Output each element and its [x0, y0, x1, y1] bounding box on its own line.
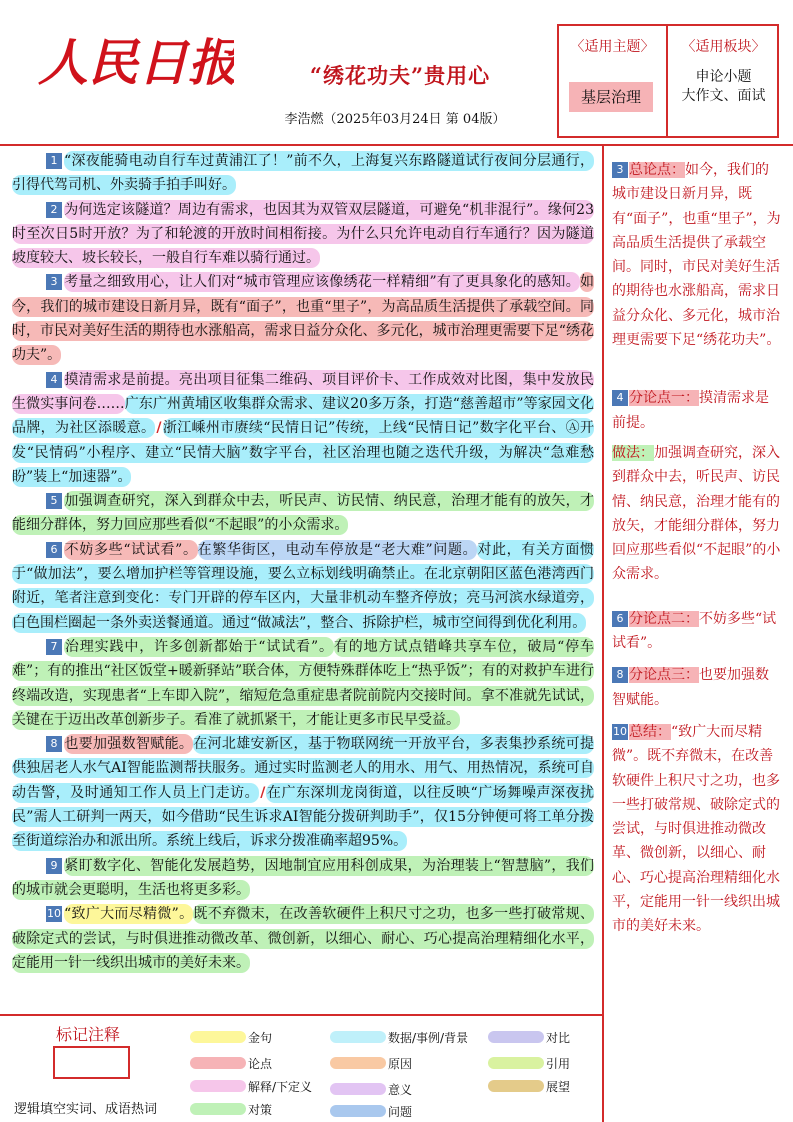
paragraph-number: 7 [46, 639, 62, 655]
highlight-measure: 加强调查研究，深入到群众中去，听民声、访民情、纳民意，治理才能有的放矢，才能细分群体，努力回应那些看似“不起眼”的小众需求。 [12, 493, 594, 534]
paragraph-number: 9 [46, 858, 62, 874]
legend-item [330, 1054, 412, 1074]
newspaper-logo [34, 18, 234, 98]
column-rule [602, 144, 604, 1122]
highlight-thesis: 如今，我们的城市建设日新月异，既有“面子”，也重“里子”，为高品质生活提供了承载空间。同时，市民对美好生活的期待也水涨船高，需求日益分众化、多元化，城市治理更需要下足“绣花功夫”。 [12, 274, 594, 364]
note-label: 分论点三： [629, 667, 699, 684]
paragraph-1 [12, 149, 594, 198]
topic-badge: 基层治理 [569, 82, 653, 112]
paragraph-number: 10 [47, 907, 61, 921]
legend-swatch [190, 1080, 246, 1092]
paragraph-8 [12, 732, 594, 853]
note-thesis [612, 158, 782, 352]
plate-line-2: 大作文、面试 [681, 88, 766, 104]
highlight-case: 在河北雄安新区，基于物联网统一开放平台，多表集抄系统可提供独居老人水气AI智能监测帮扶服务。通过实时监测老人的用水、用气、用热情况，系统可自动告警，及时通知工作人员上门走访。 [12, 736, 595, 801]
legend-item [330, 1080, 412, 1100]
legend-item [330, 1028, 468, 1048]
top-rule [0, 144, 793, 146]
highlight-explanation: 考量之细致用心，让人们对“城市管理应该像绣花一样精细”有了更具象化的感知。 [64, 274, 580, 291]
paragraph-number: 3 [46, 274, 62, 290]
note-text: 摸清需求是前提。 [612, 390, 769, 431]
highlight-measure: 有的地方试点错峰共享车位，破局“停车难”；有的推出“社区饭堂+暖新驿站”联合体，方便特殊群体吃上“热乎饭”；有的对救护车进行终端改造，实现患者“上车即入院”，缩短危急重症患者院前院内交接时间。拿不准就先试试，关键在于迈出改革创新步子。看准了就抓紧干，才能让更多市民早受益。 [12, 638, 594, 728]
legend-label: 论点 [248, 1057, 273, 1071]
paragraph-4 [12, 368, 594, 489]
note-summary [612, 720, 782, 939]
logo-calligraphy [34, 18, 234, 98]
legend-item [190, 1077, 312, 1097]
legend-swatch [330, 1083, 386, 1095]
highlight-quote: “致广大而尽精微”。 [64, 906, 194, 923]
legend-rule [0, 1014, 603, 1016]
legend-swatch [488, 1057, 544, 1069]
legend-item [190, 1028, 272, 1048]
paragraph-number: 1 [46, 153, 62, 169]
highlight-problem: 在繁华街区，电动车停放是“老大难”问题。 [197, 541, 478, 558]
legend-footer: 逻辑填空实词、成语热词 [14, 1102, 158, 1117]
highlight-measure: 治理实践中，许多创新都始于“试试看”。 [64, 638, 334, 655]
legend-swatch [190, 1103, 246, 1115]
paragraph-3 [12, 270, 594, 367]
note-number: 10 [613, 724, 627, 738]
note-text: 加强调查研究，深入到群众中去，听民声、访民情、纳民意，治理才能有的放矢，才能细分群体，努力回应那些看似“不起眼”的小众需求。 [612, 444, 781, 583]
highlight-case: 对此，有关方面惯于“做加法”，要么增加护栏等管理设施，要么立标划线明确禁止。在北京朝阳区蓝色港湾西门附近，笔者注意到变化：专门开辟的停车区内，大量非机动车整齐停放；亮马河滨水绿道旁，白色围栏圈起一条外卖送餐通道。通过“做减法”，整合、拆除护栏，城市空间得到优化利用。 [12, 541, 594, 631]
legend-swatch [330, 1105, 386, 1117]
note-argument-1 [612, 386, 782, 435]
paragraph-number: 5 [46, 493, 62, 509]
highlight-explanation: 为何选定该隧道？周边有需求，也因其为双管双层隧道，可避免“机非混行”。缘何23时至次日5时开放？为了和轮渡的开放时间相衔接。为什么只允许电动自行车通行？因为隧道坡度较大、坡长较长，一般自行车难以骑行通过。 [12, 201, 594, 267]
paragraph-number: 2 [46, 202, 62, 218]
note-number: 3 [612, 162, 628, 178]
separator-mark: / [156, 420, 162, 437]
legend-label: 问题 [388, 1105, 413, 1119]
note-text: 如今，我们的城市建设日新月异，既有“面子”，也重“里子”，为高品质生活提供了承载空间。同时，市民对美好生活的期待也水涨船高，需求日益分众化、多元化，城市治理更需要下足“绣花功夫”。 [612, 162, 781, 349]
highlight-argument: 不妨多些“试试看”。 [64, 541, 198, 558]
legend-item [488, 1028, 570, 1048]
legend-label: 对策 [248, 1103, 273, 1117]
note-label: 做法： [612, 444, 654, 461]
paragraph-7 [12, 635, 594, 732]
legend-label: 展望 [546, 1080, 571, 1094]
article-title: “绣花功夫”贵用心 [309, 63, 491, 88]
plate-line-1: 申论小题 [695, 69, 752, 85]
legend-label: 意义 [388, 1083, 413, 1097]
legend-item [488, 1054, 570, 1074]
note-argument-2 [612, 607, 782, 656]
legend-sample-box [53, 1046, 130, 1079]
legend-label: 数据/事例/背景 [388, 1031, 469, 1045]
note-argument-3 [612, 663, 782, 712]
legend-title: 标记注释 [56, 1025, 121, 1044]
article-byline: 李浩燃（2025年03月24日 第 04版） [284, 112, 506, 127]
side-notes [612, 158, 782, 959]
highlight-case: 在广东深圳龙岗街道，以往反映“广场舞噪声深夜扰民”需人工研判一两天，如今借助“民生诉求AI智能分拨研判助手”，仅15分钟便可将工单分拨至街道综治办和派出所。系统上线后，诉求分拨准确率超95%。 [12, 784, 595, 850]
note-number: 4 [612, 390, 628, 406]
paragraph-number: 8 [46, 736, 62, 752]
legend-item [190, 1054, 272, 1074]
legend-label: 引用 [546, 1057, 571, 1071]
legend-swatch [330, 1031, 386, 1043]
note-text: 也要加强数智赋能。 [612, 667, 769, 708]
legend-swatch [488, 1080, 544, 1092]
highlight-case: 广东广州黄埔区收集群众需求、建议20多万条，打造“慈善超市”等家园文化品牌，为社区添暖意。 [12, 395, 595, 437]
note-method [612, 441, 782, 587]
note-label: 分论点一： [629, 390, 699, 407]
plate-header: 〈适用板块〉 [681, 39, 766, 55]
legend-item [330, 1102, 412, 1122]
article-body [12, 149, 594, 975]
legend-label: 金句 [248, 1031, 273, 1045]
highlight-argument: 也要加强数智赋能。 [64, 736, 194, 753]
paragraph-9 [12, 854, 594, 903]
legend-label: 原因 [388, 1057, 413, 1071]
paragraph-number: 6 [46, 542, 62, 558]
separator-mark: / [260, 784, 266, 801]
legend-item [488, 1077, 570, 1097]
legend-swatch [330, 1057, 386, 1069]
paragraph-6 [12, 538, 594, 635]
highlight-measure: 紧盯数字化、智能化发展趋势，因地制宜应用科创成果，为治理装上“智慧脑”，我们的城市就会更聪明，生活也将更多彩。 [12, 857, 594, 898]
logo-text: 人民日报 [38, 33, 234, 92]
legend-item [190, 1100, 272, 1120]
highlight-argument: 摸清需求是前提。亮出项目征集二维码、项目评价卡、工作成效对比图，集中发放民生微实事问卷…… [12, 371, 594, 412]
note-text: 不妨多些“试试看”。 [612, 610, 777, 652]
legend-label: 对比 [546, 1031, 571, 1045]
note-number: 8 [612, 667, 628, 683]
tag-box [557, 24, 779, 138]
paragraph-number: 4 [46, 372, 62, 388]
note-label: 总结： [629, 723, 671, 740]
highlight-case: “深夜能骑电动自行车过黄浦江了！”前不久，上海复兴东路隧道试行夜间分层通行，引得代驾司机、外卖骑手拍手叫好。 [12, 153, 594, 194]
highlight-measure: 既不弃微末，在改善软硬件上积尺寸之功，也多一些打破常规、破除定式的尝试，与时俱进推动微改革、微创新，以细心、耐心、巧心提高治理精细化水平，定能用一针一线织出城市的美好未来。 [12, 906, 594, 971]
note-number: 6 [612, 611, 628, 627]
legend-swatch [190, 1031, 246, 1043]
paragraph-5 [12, 489, 594, 538]
note-label: 总论点： [629, 162, 685, 178]
topic-header: 〈适用主题〉 [570, 39, 655, 55]
plate-values [668, 68, 779, 106]
legend-label: 解释/下定义 [248, 1080, 313, 1094]
legend-swatch [190, 1057, 246, 1069]
legend-swatch [488, 1031, 544, 1043]
note-text: “致广大而尽精微”。既不弃微末，在改善软硬件上积尺寸之功，也多一些打破常规、破除定式的尝试，与时俱进推动微改革、微创新，以细心、耐心、巧心提高治理精细化水平，定能用一针一线织出城市的美好未来。 [612, 723, 780, 935]
paragraph-10 [12, 902, 594, 975]
highlight-case: 浙江嵊州市赓续“民情日记”传统，上线“民情日记”数字化平台、Ⓐ开发“民情码”小程序、建立“民情大脑”数字平台，社区治理也随之迭代升级，为解决“急难愁盼”装上“加速器”。 [12, 420, 594, 485]
paragraph-2 [12, 198, 594, 271]
note-label: 分论点二： [629, 610, 699, 627]
